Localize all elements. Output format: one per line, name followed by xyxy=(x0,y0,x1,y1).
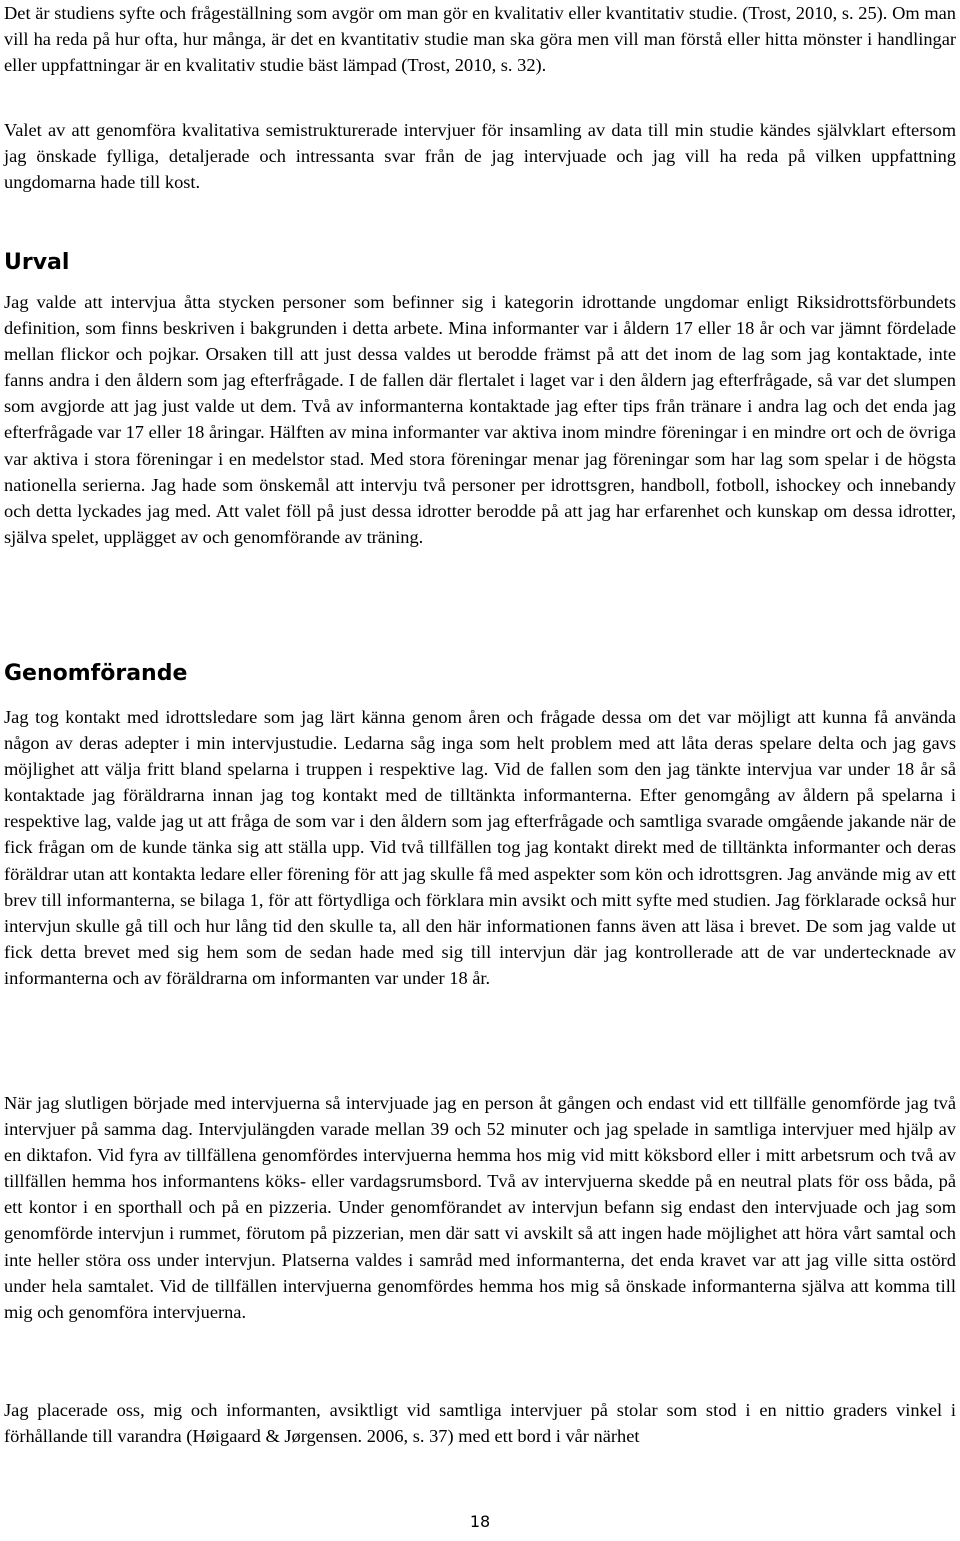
intro-paragraph-1: Det är studiens syfte och frågeställning som avgör om man gör en kvalitativ eller kvantitativ studie. (Trost, 2010, s. 25). Om man vill ha reda på hur ofta, hur många, är det en kvantitativ studie man ska göra men vill man förstå eller hitta mönster i handlingar eller uppfattningar är en kvalitativ studie bäst lämpad (Trost, 2010, s. 32). xyxy=(4,3,956,76)
genomforande-paragraph-3: Jag placerade oss, mig och informanten, avsiktligt vid samtliga intervjuer på stolar som stod i en nittio graders vinkel i förhållande till varandra (Høigaard & Jørgensen. 2006, s. 37) med ett bord i vår närhet xyxy=(4,1400,956,1447)
section-heading-urval: Urval xyxy=(4,250,70,275)
genomforande-paragraph-1: Jag tog kontakt med idrottsledare som jag lärt känna genom åren och frågade dessa om det var möjligt att kunna få använda någon av deras adepter i min intervjustudie. Ledarna såg inga som helt problem med att låta deras spelare delta och jag gavs möjlighet att välja fritt bland spelarna i truppen i respektive lag. Vid de fallen som den jag tänkte intervjua var under 18 år så kontaktade jag föräldrarna innan jag tog kontakt med de tilltänkta informanterna. Efter genomgång av åldern på spelarna i respektive lag, valde jag ut att fråga de som var i den åldern som jag efterfrågade och samtliga svarade omgående jakande när de fick frågan om de kunde tänka sig att ställa upp. Vid två tillfällen tog jag kontakt direkt med de tilltänkta informanter och deras föräldrar utan att kontakta ledare eller förening för att jag skulle få med aspekter som kön och idrottsgren. Jag använde mig av ett brev till informanterna, se bilaga 1, för att förtydliga och förklara min avsikt och mitt syfte med studien. Jag förklarade också hur intervjun skulle gå till och hur lång tid den skulle ta, all den här informationen fanns även att läsa i brevet. De som jag valde ut fick detta brevet med sig hem som de sedan hade med sig till intervjun där jag kontrollerade att de var undertecknade av informanterna och av föräldrarna om informanten var under 18 år. xyxy=(4,707,956,988)
urval-paragraph: Jag valde att intervjua åtta stycken personer som befinner sig i kategorin idrottande ungdomar enligt Riksidrottsförbundets definition, som finns beskriven i bakgrunden i detta arbete. Mina informanter var i åldern 17 eller 18 år och var jämnt fördelade mellan flickor och pojkar. Orsaken till att just dessa valdes ut berodde främst på att det inom de lag som jag kontaktade, inte fanns andra i den åldern som jag efterfrågade. I de fallen där flertalet i laget var i den åldern jag efterfrågade, så var det slumpen som avgjorde att jag just valde ut dem. Två av informanterna kontaktade jag efter tips från tränare i andra lag och det enda jag efterfrågade var 17 eller 18 åringar. Hälften av mina informanter var aktiva inom mindre föreningar i en mindre ort och de övriga var aktiva i stora föreningar i en medelstor stad. Med stora föreningar menar jag föreningar som har lag som spelar i de högsta nationella serierna. Jag hade som önskemål att intervju två personer per idrottsgren, handboll, fotboll, ishockey och innebandy och detta lyckades jag med. Att valet föll på just dessa idrotter berodde på att jag har erfarenhet och kunskap om dessa idrotter, själva spelet, upplägget av och genomförande av träning. xyxy=(4,292,956,547)
intro-paragraph-2: Valet av att genomföra kvalitativa semistrukturerade intervjuer för insamling av data till min studie kändes självklart eftersom jag önskade fylliga, detaljerade och intressanta svar från de jag intervjuade och jag vill ha reda på vilken uppfattning ungdomarna hade till kost. xyxy=(4,120,956,193)
genomforande-paragraph-2: När jag slutligen började med intervjuerna så intervjuade jag en person åt gången och endast vid ett tillfälle genomförde jag två intervjuer på samma dag. Intervjulängden varade mellan 39 och 52 minuter och jag spelade in samtliga intervjuer med hjälp av en diktafon. Vid fyra av tillfällena genomfördes intervjuerna hemma hos mig vid mitt köksbord eller i mitt arbetsrum och två av tillfällen hemma hos informantens köks- eller vardagsrumsbord. Två av intervjuerna skedde på en neutral plats för oss båda, på ett kontor i en sporthall och på en pizzeria. Under genomförandet av intervjun befann sig endast den intervjuade och jag som genomförde intervjun i rummet, förutom på pizzerian, men där satt vi avskilt så att ingen hade möjlighet att höra vårt samtal och inte heller störa oss under intervjun. Platserna valdes i samråd med informanterna, det enda kravet var att jag ville sitta ostörd under hela samtalet. Vid de tillfällen intervjuerna genomfördes hemma hos mig så önskade informanterna själva att komma till mig och genomföra intervjuerna. xyxy=(4,1093,956,1322)
page-number: 18 xyxy=(469,1512,491,1531)
section-heading-genomforande: Genomförande xyxy=(4,661,188,686)
